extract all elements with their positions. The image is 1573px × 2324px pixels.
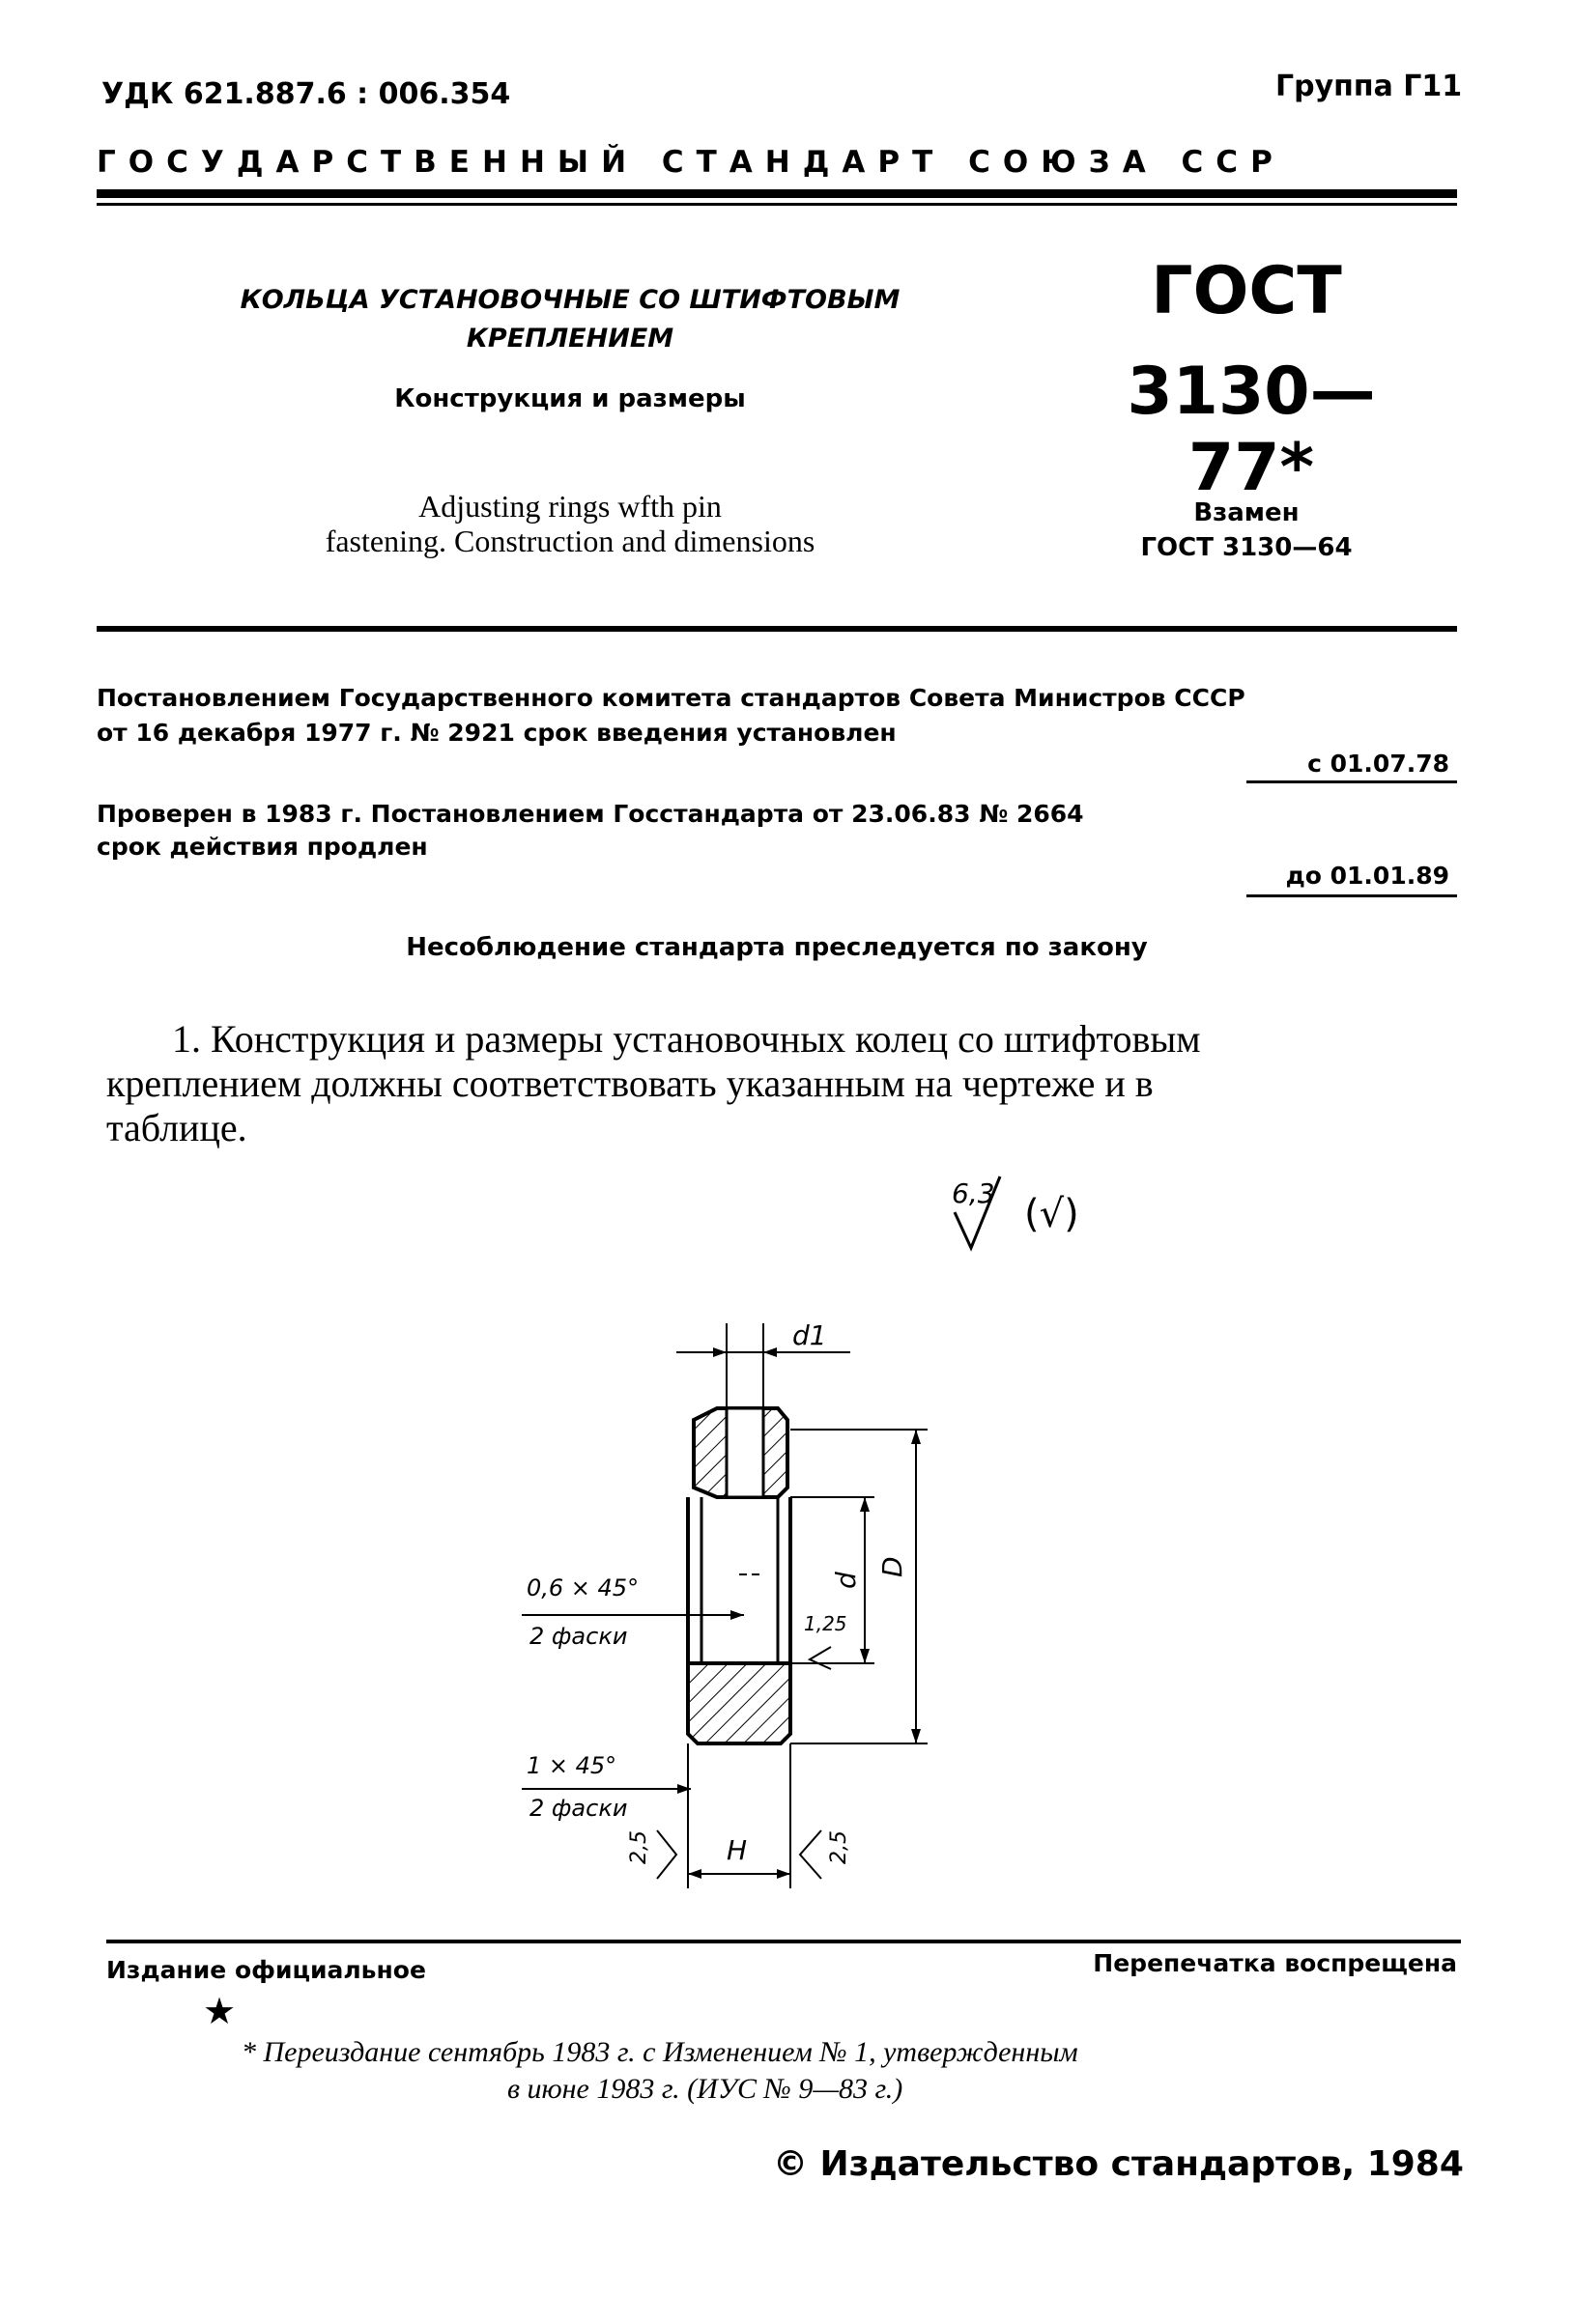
chamfer-1-note: 2 фаски [529, 1623, 628, 1650]
roughness-mark-general [952, 1176, 1079, 1248]
clause-1-line2: креплением должны соответствовать указанным на чертеже и в [106, 1062, 1154, 1105]
reissue-note-line2: в июне 1983 г. (ИУС № 9—83 г.) [507, 2073, 903, 2105]
reissue-note-line1: * Переиздание сентябрь 1983 г. с Изменением № 1, утвержденным [242, 2036, 1078, 2068]
right-side-roughness [800, 1830, 851, 1879]
roughness-value: 6,3 [952, 1177, 995, 1209]
gost-number: 3130—77* [1127, 354, 1376, 506]
replaces-label: Взамен [1193, 498, 1300, 527]
extension-line: срок действия продлен [97, 833, 428, 861]
H-label: H [727, 1834, 748, 1866]
udc-code: УДК 621.887.6 : 006.354 [101, 77, 511, 111]
valid-until-date: до 01.01.89 [1285, 862, 1449, 890]
clause-1-line3: таблице. [106, 1106, 247, 1149]
review-line: Проверен в 1983 г. Постановлением Госстандарта от 23.06.83 № 2664 [97, 800, 1084, 828]
d1-label: d1 [792, 1319, 827, 1351]
replaces-standard: ГОСТ 3130—64 [1140, 533, 1353, 562]
clause-1-line1: 1. Конструкция и размеры установочных колец со штифтовым [172, 1017, 1201, 1061]
state-standard-banner: ГОСУДАРСТВЕННЫЙ СТАНДАРТ СОЮЗА ССР [97, 145, 1285, 180]
title-en-line1: Adjusting rings wfth pin [418, 489, 722, 524]
d-dimension [790, 1497, 874, 1663]
chamfer-1-callout [522, 1574, 744, 1650]
D-label: D [876, 1556, 908, 1577]
chamfer-2-note: 2 фаски [529, 1795, 628, 1822]
inner-roughness [804, 1612, 847, 1669]
official-edition: Издание официальное [106, 1956, 426, 1984]
left-side-roughness [627, 1830, 676, 1879]
chamfer-2-callout [522, 1752, 691, 1822]
inner-roughness-value: 1,25 [804, 1612, 847, 1635]
footer-rule [106, 1940, 1461, 1943]
right-roughness-value: 2,5 [827, 1830, 851, 1864]
title-en-line2: fastening. Construction and dimensions [325, 524, 815, 558]
ring-section [688, 1408, 790, 1743]
d1-dimension [676, 1319, 850, 1408]
title-ru-subtitle: Конструкция и размеры [394, 384, 746, 413]
chamfer-1-label: 0,6 × 45° [527, 1574, 640, 1601]
title-ru-line1: КОЛЬЦА УСТАНОВОЧНЫЕ СО ШТИФТОВЫМ [240, 285, 901, 315]
copyright: © Издательство стандартов, 1984 [773, 2144, 1464, 2184]
decree-line2: от 16 декабря 1977 г. № 2921 срок введения установлен [97, 719, 897, 747]
d-label: d [830, 1572, 862, 1589]
law-warning: Несоблюдение стандарта преследуется по закону [406, 933, 1148, 962]
left-roughness-value: 2,5 [627, 1830, 651, 1864]
decree-line1: Постановлением Государственного комитета стандартов Совета Министров СССР [97, 684, 1245, 712]
star-icon: ★ [203, 1990, 237, 2032]
effective-date: с 01.07.78 [1307, 750, 1449, 778]
reprint-prohibited: Перепечатка воспрещена [1093, 1949, 1457, 1977]
H-dimension [688, 1743, 790, 1888]
title-ru-line2: КРЕПЛЕНИЕМ [466, 324, 674, 354]
gost-label: ГОСТ [1151, 253, 1342, 329]
chamfer-2-label: 1 × 45° [527, 1752, 617, 1779]
roughness-general-symbol: (√) [1024, 1192, 1079, 1236]
group-code: Группа Г11 [1275, 70, 1463, 103]
